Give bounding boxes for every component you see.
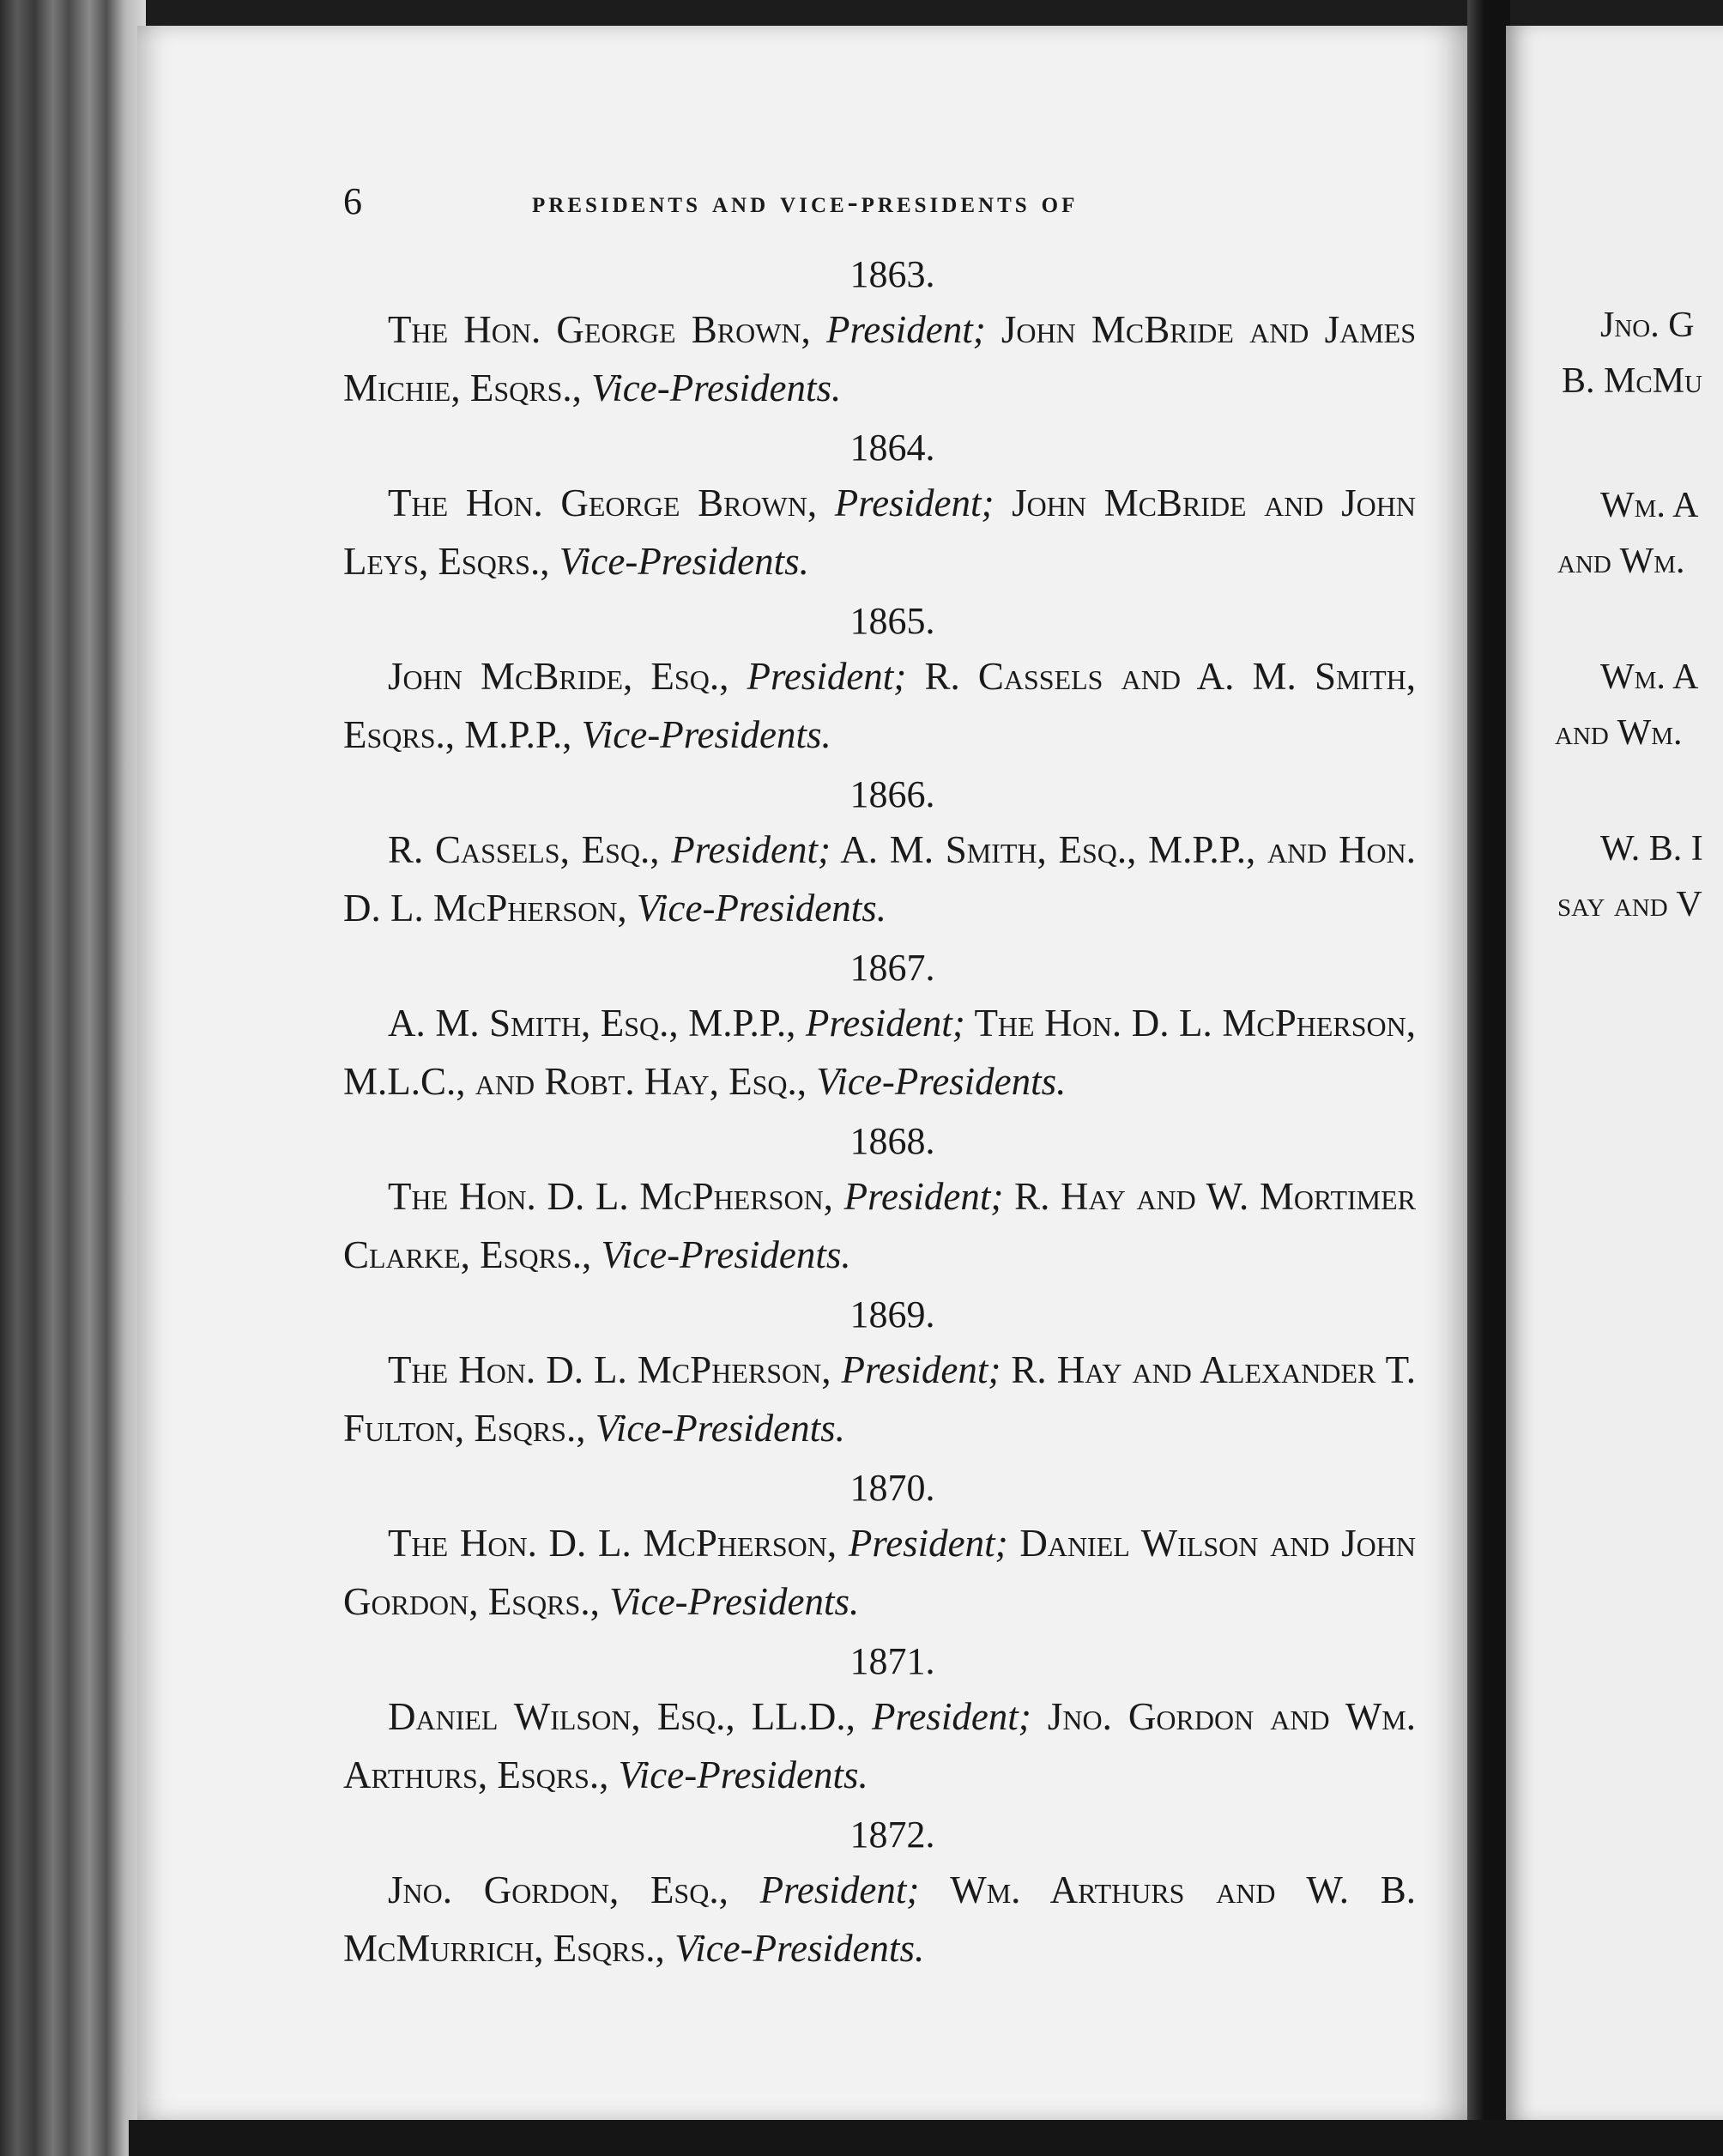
right-page-fragment: Jno. G	[1600, 306, 1695, 345]
right-page	[1506, 26, 1723, 2120]
page-bottom-edge	[129, 2120, 1723, 2156]
officers-president: The Hon. D. L. McPherson,	[388, 1348, 842, 1391]
officers-president: The Hon. D. L. McPherson,	[388, 1175, 844, 1218]
right-page-fragment: and Wm.	[1557, 542, 1685, 581]
officers-president: A. M. Smith, Esq., M.P.P.,	[388, 1002, 806, 1045]
officers-president: Jno. Gordon, Esq.,	[388, 1868, 760, 1911]
officers-vice: Jno. Gordon and Wm. Arthurs, Esqrs.,	[343, 1695, 1417, 1796]
officers-president: The Hon. George Brown,	[388, 308, 826, 351]
entry-text	[343, 1861, 1416, 1977]
year-heading: 1863.	[849, 253, 935, 295]
entry-1872	[343, 1809, 1416, 1977]
page-number: 6	[343, 180, 362, 222]
entry-text	[343, 1341, 1416, 1457]
role-vice-presidents: Vice-Presidents.	[591, 366, 842, 409]
role-president: President;	[671, 828, 831, 871]
entry-1870	[343, 1463, 1416, 1631]
role-vice-presidents: Vice-Presidents.	[581, 713, 831, 756]
role-vice-presidents: Vice-Presidents.	[636, 887, 887, 930]
entry-text	[343, 1687, 1416, 1804]
officers-vice: A. M. Smith, Esq., M.P.P., and Hon. D. L. McPherson,	[343, 828, 1416, 930]
year-heading: 1866.	[849, 773, 935, 815]
role-vice-presidents: Vice-Presidents.	[595, 1407, 845, 1450]
officers-president: Daniel Wilson, Esq., LL.D.,	[388, 1695, 872, 1738]
officers-vice: Wm. Arthurs and W. B. McMurrich, Esqrs.,	[343, 1868, 1417, 1970]
entry-1866	[343, 769, 1416, 937]
role-vice-presidents: Vice-Presidents.	[601, 1233, 851, 1276]
year-heading: 1871.	[849, 1640, 935, 1682]
entry-text	[343, 821, 1416, 937]
entry-text	[343, 1514, 1416, 1631]
year-heading: 1865.	[849, 600, 935, 642]
officers-vice: R. Hay and Alexander T. Fulton, Esqrs.,	[343, 1348, 1416, 1450]
entry-text	[343, 647, 1416, 764]
role-vice-presidents: Vice-Presidents.	[559, 540, 809, 583]
officers-vice: Daniel Wilson and John Gordon, Esqrs.,	[343, 1522, 1417, 1623]
role-president: President;	[759, 1868, 920, 1911]
officers-president: The Hon. D. L. McPherson,	[388, 1522, 849, 1565]
officers-president: The Hon. George Brown,	[388, 481, 835, 524]
officers-vice: John McBride and James Michie, Esqrs.,	[343, 308, 1416, 409]
role-president: President;	[834, 481, 995, 524]
running-head-title: presidents and vice-presidents of	[532, 185, 1079, 219]
entry-1865	[343, 596, 1416, 764]
entries-list	[343, 249, 1416, 1983]
right-page-fragment: and Wm.	[1555, 713, 1683, 753]
entry-1871	[343, 1636, 1416, 1804]
officers-vice: R. Cassels and A. M. Smith, Esqrs., M.P.P.,	[343, 655, 1416, 756]
officers-vice: John McBride and John Leys, Esqrs.,	[343, 481, 1416, 583]
right-page-fragment: B. McMu	[1562, 361, 1702, 401]
year-heading: 1872.	[849, 1814, 935, 1856]
entry-1869	[343, 1289, 1416, 1457]
role-president: President;	[841, 1348, 1001, 1391]
entry-1868	[343, 1116, 1416, 1284]
officers-vice: R. Hay and W. Mortimer Clarke, Esqrs.,	[343, 1175, 1416, 1276]
role-president: President;	[747, 655, 907, 698]
year-heading: 1870.	[849, 1467, 935, 1509]
year-heading: 1868.	[849, 1120, 935, 1162]
running-head	[343, 176, 1424, 227]
entry-text	[343, 300, 1416, 417]
role-president: President;	[848, 1522, 1008, 1565]
entry-1864	[343, 422, 1416, 590]
entry-text	[343, 474, 1416, 590]
right-page-fragment: W. B. I	[1600, 829, 1703, 869]
officers-president: John McBride, Esq.,	[388, 655, 747, 698]
role-vice-presidents: Vice-Presidents.	[816, 1060, 1067, 1103]
role-vice-presidents: Vice-Presidents.	[618, 1753, 868, 1796]
year-heading: 1869.	[849, 1293, 935, 1335]
officers-vice: The Hon. D. L. McPherson, M.L.C., and Robt. Hay, Esq.,	[343, 1002, 1416, 1103]
entry-text	[343, 994, 1416, 1111]
entry-1867	[343, 942, 1416, 1111]
entry-text	[343, 1167, 1416, 1284]
officers-president: R. Cassels, Esq.,	[388, 828, 672, 871]
role-president: President;	[843, 1175, 1004, 1218]
book-gutter	[1467, 0, 1510, 2156]
role-president: President;	[805, 1002, 965, 1045]
year-heading: 1864.	[849, 427, 935, 469]
book-binding-edge	[0, 0, 146, 2156]
year-heading: 1867.	[849, 947, 935, 989]
role-vice-presidents: Vice-Presidents.	[609, 1580, 860, 1623]
entry-1863	[343, 249, 1416, 417]
role-president: President;	[872, 1695, 1031, 1738]
role-president: President;	[825, 308, 986, 351]
right-page-fragment: Wm. A	[1600, 657, 1699, 697]
right-page-fragment: Wm. A	[1600, 486, 1699, 525]
right-page-fragment: say and V	[1557, 885, 1702, 924]
role-vice-presidents: Vice-Presidents.	[674, 1927, 925, 1970]
